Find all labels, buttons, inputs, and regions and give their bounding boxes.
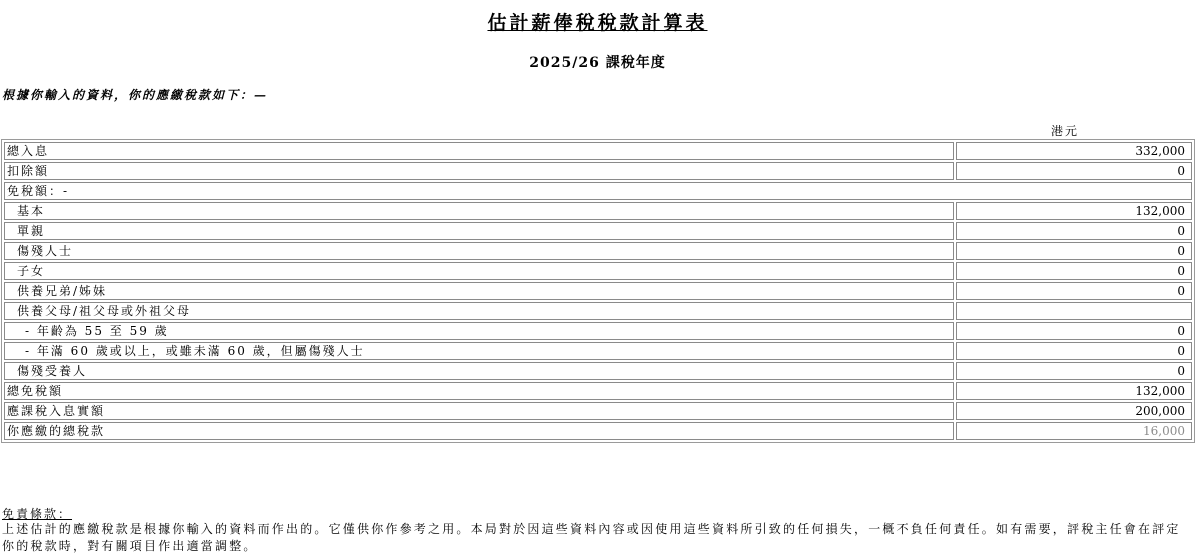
- row-amount: 0: [956, 342, 1192, 360]
- table-row-total-income: [4, 142, 1192, 160]
- table-row-disabled-person: [4, 242, 1192, 260]
- row-amount: 132,000: [956, 382, 1192, 400]
- row-amount: 0: [956, 362, 1192, 380]
- row-amount: 0: [956, 162, 1192, 180]
- row-amount: [956, 302, 1192, 320]
- row-label: 供養父母/祖父母或外祖父母: [4, 302, 954, 320]
- table-row-disabled-dependant: [4, 362, 1192, 380]
- table-row-net-chargeable-income: [4, 402, 1192, 420]
- row-label: - 年齡為 55 至 59 歲: [4, 322, 954, 340]
- table-row-parents-60-plus: [4, 342, 1192, 360]
- table-row-total-allowances: [4, 382, 1192, 400]
- intro-text: 根據你輸入的資料，你的應繳稅款如下：—: [2, 88, 269, 102]
- row-label: 你應繳的總稅款: [4, 422, 954, 440]
- table-row-children: [4, 262, 1192, 280]
- row-amount: 0: [956, 242, 1192, 260]
- row-amount: 0: [956, 282, 1192, 300]
- row-label: 單親: [4, 222, 954, 240]
- table-row-deductions: [4, 162, 1192, 180]
- row-label: 傷殘人士: [4, 242, 954, 260]
- row-amount: 0: [956, 322, 1192, 340]
- table-row-allowances-heading: [4, 182, 1192, 200]
- row-amount: 132,000: [956, 202, 1192, 220]
- row-label: 總入息: [4, 142, 954, 160]
- disclaimer-text: 上述估計的應繳稅款是根據你輸入的資料而作出的。它僅供你作參考之用。本局對於因這些資料內容或因使用這些資料所引致的任何損失，一概不負任何責任。如有需要，評稅主任會在評定你的稅款時，對有關項目作出適當調整。: [2, 522, 1181, 553]
- row-label: 扣除額: [4, 162, 954, 180]
- currency-label: 港元: [1050, 124, 1079, 138]
- page-title: 估計薪俸稅稅款計算表: [487, 12, 708, 34]
- table-row-parents-55-59: [4, 322, 1192, 340]
- row-label: - 年滿 60 歲或以上，或雖未滿 60 歲，但屬傷殘人士: [4, 342, 954, 360]
- assessment-year: 2025/26 課稅年度: [529, 55, 666, 71]
- row-amount: 16,000: [956, 422, 1192, 440]
- table-row-dependent-parents: [4, 302, 1192, 320]
- tax-computation-table: [1, 139, 1195, 443]
- row-amount: 0: [956, 262, 1192, 280]
- table-row-dependent-siblings: [4, 282, 1192, 300]
- row-label: 應課稅入息實額: [4, 402, 954, 420]
- row-amount: 200,000: [956, 402, 1192, 420]
- row-amount: 0: [956, 222, 1192, 240]
- row-label: 傷殘受養人: [4, 362, 954, 380]
- table-row-total-tax-payable: [4, 422, 1192, 440]
- row-label: 免稅額：-: [4, 182, 1192, 200]
- disclaimer-title: 免責條款：: [2, 507, 73, 521]
- row-amount: 332,000: [956, 142, 1192, 160]
- table-row-basic: [4, 202, 1192, 220]
- row-label: 子女: [4, 262, 954, 280]
- table-row-single-parent: [4, 222, 1192, 240]
- row-label: 供養兄弟/姊妹: [4, 282, 954, 300]
- row-label: 基本: [4, 202, 954, 220]
- row-label: 總免稅額: [4, 382, 954, 400]
